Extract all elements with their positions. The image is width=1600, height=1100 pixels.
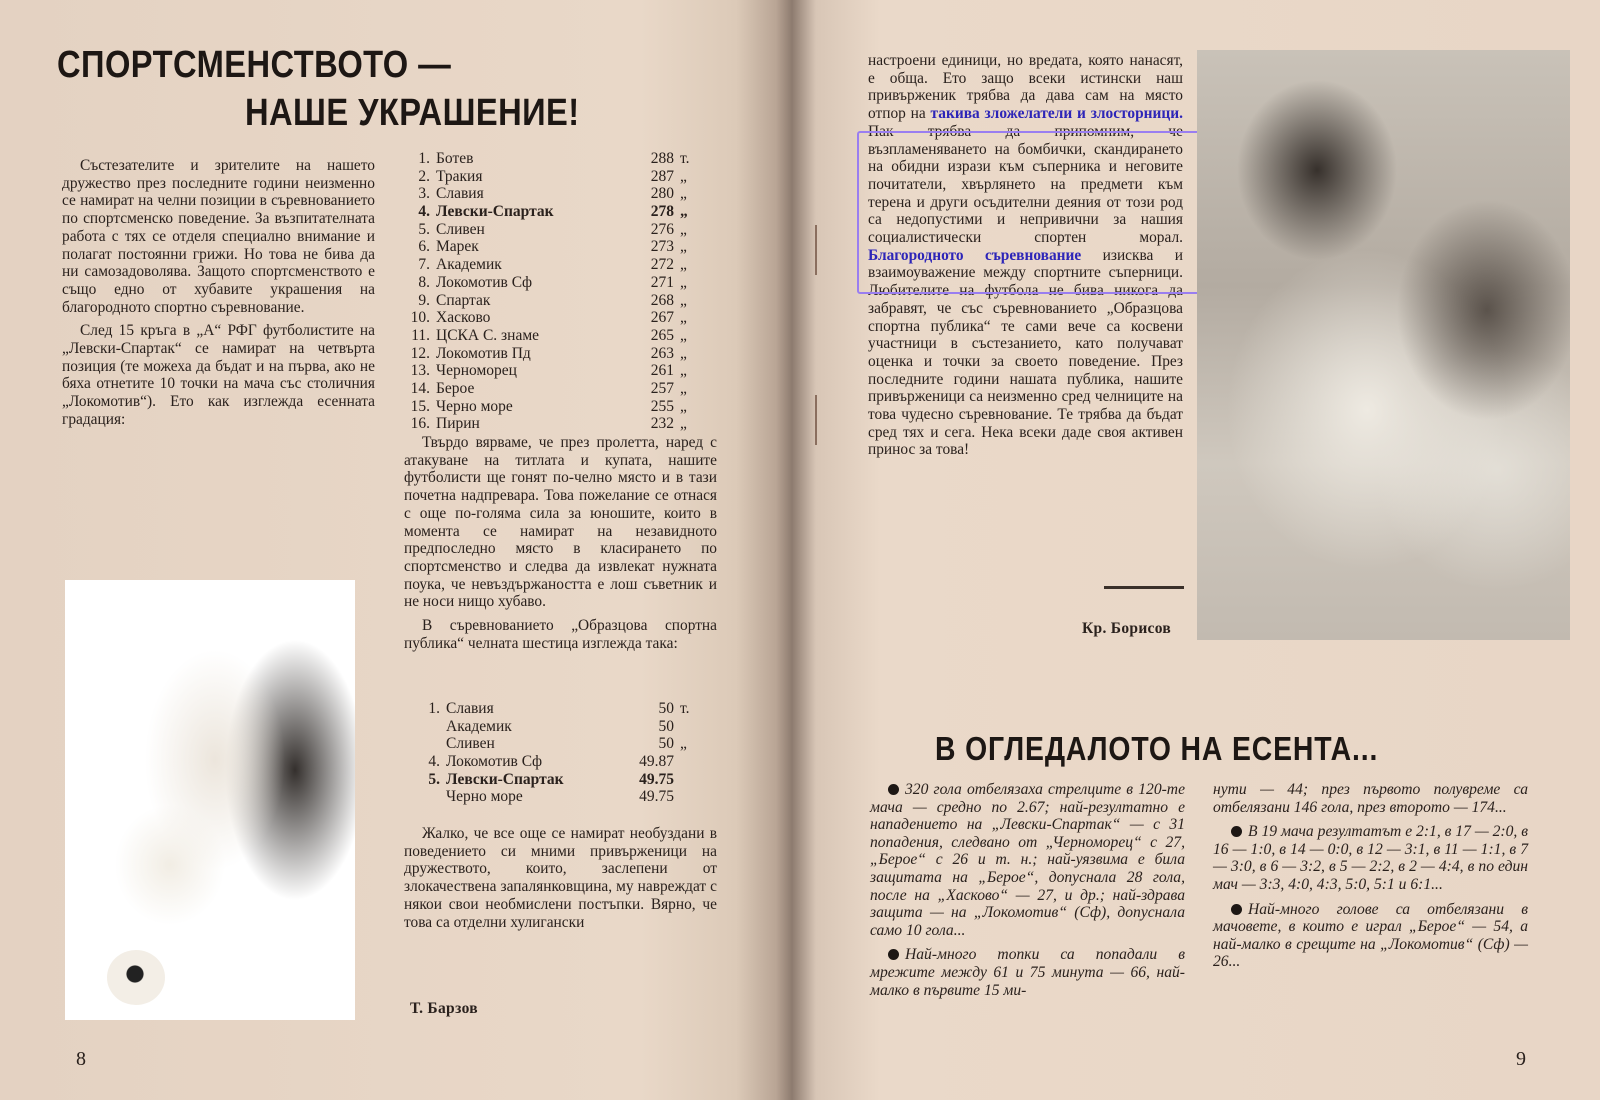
- left-column-2b: [404, 825, 717, 937]
- points-unit: [674, 788, 700, 806]
- points: 49.75: [639, 788, 674, 806]
- points-unit: „: [680, 273, 687, 291]
- rank-number: 2.: [418, 167, 430, 185]
- table-row: [410, 398, 700, 416]
- points-unit: „: [680, 735, 687, 753]
- team-name: Ботев: [436, 150, 474, 167]
- spring-hopes-paragraph: Твърдо вярваме, че през пролетта, наред с атакуване на титлата и купата, нашите футболисти ще гонят по-челно място и в тази почетна надпревара. Това пожелание се отнася с още по-голяма сила за юношите, които в момента се намират на незавидното предпоследно място в класирането по спортсменство и следва да извлекат нужната поука, че невъздържаността е лош съветник и не носи нищо хубаво.: [404, 434, 717, 611]
- points: 278: [650, 203, 674, 221]
- team-name: Черно море: [446, 788, 523, 806]
- binding-stitch: [815, 395, 817, 445]
- hooligans-paragraph: Жалко, че все още се намират необуздани в поведението си мними привърженици на дружеството, които, заслепени от злокачествена запалянковщина, му навреждат с някои свои необмислени постъпки. Вярно, че това са отделни хулигански: [404, 825, 717, 931]
- table-row: [410, 380, 700, 398]
- team-name: Берое: [436, 379, 475, 397]
- points: 271: [650, 273, 674, 291]
- points-unit: т.: [680, 150, 690, 167]
- page-number-left: 8: [76, 1048, 86, 1070]
- team-name: Академик: [446, 717, 512, 735]
- rank-number: 16.: [410, 415, 430, 433]
- rank-number: 3.: [418, 185, 430, 203]
- headline-line-1: СПОРТСМЕНСТВОТО —: [57, 44, 452, 86]
- points: 50: [658, 735, 674, 753]
- points-unit: „: [680, 167, 687, 185]
- team-name: Локомотив Пд: [436, 344, 531, 362]
- rank-number: [420, 788, 446, 806]
- points-unit: „: [680, 238, 687, 256]
- right-column-continuation: [868, 52, 1183, 465]
- public-ranking-table: [420, 700, 700, 806]
- rank-number: [420, 718, 446, 736]
- highlighted-phrase-1: такива зложелатели и злосторници.: [930, 105, 1183, 123]
- points: 273: [650, 238, 674, 256]
- rank-number: 12.: [410, 344, 430, 362]
- author-barzov: Т. Барзов: [410, 1000, 478, 1017]
- team-name: ЦСКА С. знаме: [436, 326, 540, 344]
- rank-number: 5.: [428, 770, 440, 788]
- team-name: Славия: [446, 700, 494, 717]
- headline-line-2: НАШЕ УКРАШЕНИЕ!: [245, 92, 580, 134]
- points-unit: „: [680, 326, 687, 344]
- points: 232: [650, 415, 674, 433]
- rank-number: 13.: [410, 362, 430, 380]
- rank-number: 10.: [410, 309, 430, 327]
- points-unit: [674, 718, 700, 736]
- table-row: [410, 168, 700, 186]
- bullet-icon: [1231, 826, 1242, 837]
- points: 49.75: [639, 770, 674, 788]
- table-row: [410, 327, 700, 345]
- rank-number: 1.: [418, 150, 430, 167]
- table-row: [420, 700, 700, 718]
- table-row: [420, 771, 700, 789]
- table-row: [410, 256, 700, 274]
- points: 50: [658, 700, 674, 717]
- scores-fact: В 19 мача резултатът е 2:1, в 17 — 2:0, в 16 — 1:0, в 14 — 0:0, в 12 — 3:1, в 11 — 1:1, в 7 — 3:0, в 6 — 3:2, в 5 — 2:2, в 2 — 4:4, в по един мач — 3:3, 4:0, 4:3, 5:0, 5:1 и 6:1...: [1213, 823, 1528, 893]
- team-name: Левски-Спартак: [446, 770, 564, 788]
- points-unit: „: [680, 291, 687, 309]
- left-column-1: [62, 157, 375, 435]
- rank-number: 14.: [410, 379, 430, 397]
- bullet-icon: [888, 949, 899, 960]
- table-row: [410, 292, 700, 310]
- table-row: [410, 274, 700, 292]
- team-name: Тракия: [436, 167, 483, 185]
- points-unit: „: [680, 256, 687, 274]
- team-name: Локомотив Сф: [436, 273, 533, 291]
- rank-number: 7.: [418, 256, 430, 274]
- team-name: Черно море: [436, 397, 513, 415]
- points: 49.87: [639, 753, 674, 771]
- public-competition-paragraph: В съревнованието „Образцова спортна публика“ челната шестица изглежда така:: [404, 617, 717, 652]
- table-row: [420, 788, 700, 806]
- rank-number: 6.: [418, 238, 430, 256]
- points: 288: [650, 150, 674, 167]
- table-row: [410, 362, 700, 380]
- bullet-icon: [888, 784, 899, 795]
- points: 287: [650, 167, 674, 185]
- table-row: [410, 185, 700, 203]
- section-title: В ОГЛЕДАЛОТО НА ЕСЕНТА...: [935, 730, 1379, 767]
- autumn-standings-table: [410, 150, 700, 433]
- points-unit: [674, 753, 700, 771]
- minutes-fact-end: нути — 44; през първото полувреме са отбелязани 146 гола, през второто — 174...: [1213, 781, 1528, 816]
- facts-column-2: [1213, 781, 1528, 978]
- points: 255: [650, 397, 674, 415]
- points: 257: [650, 379, 674, 397]
- rank-number: 15.: [410, 397, 430, 415]
- points-unit: т.: [680, 700, 690, 717]
- team-name: Сливен: [446, 735, 495, 753]
- points: 280: [650, 185, 674, 203]
- team-name: Марек: [436, 238, 479, 256]
- rank-number: 8.: [418, 273, 430, 291]
- table-row: [410, 415, 700, 433]
- points: 276: [650, 220, 674, 238]
- points-unit: „: [680, 344, 687, 362]
- points-unit: „: [680, 379, 687, 397]
- team-name: Академик: [436, 256, 502, 274]
- photo-players-duel: [65, 580, 355, 1020]
- team-name: Черноморец: [436, 362, 517, 380]
- team-name: Славия: [436, 185, 484, 203]
- rank-number: 4.: [428, 753, 440, 771]
- facts-column-1: [870, 781, 1185, 1006]
- table-row: [410, 221, 700, 239]
- intro-paragraph: Състезателите и зрителите на нашето дружество през последните години неизменно се намират на челни позиции в съревнованието по спортсменско поведение. За възпитателната работа с тях се отделя специално внимание и полагат постоянни грижи. Но това не бива да ни самозадоволява. Защото спортсменството е също едно от хубавите украшения на благородното спортно съревнование.: [62, 157, 375, 316]
- continuation-text-middle: Пак трябва да припомним, че възпламеняването на бомбички, скандирането на обидни изрази към съперника и неговите почитатели, хвърлянето на предмети към терена и други осъдителни деяния от този род са недопустими и непривични за нашия социалистически спортен морал.: [868, 122, 1183, 247]
- points-unit: „: [680, 203, 688, 221]
- continuation-text-end: изисква и взаимоуважение между спортните съперници. Любителите на футбола не бива никога да забравят, че със съревнованието „Образцова спортна публика“ те сами вече са косвени участници в състезанието, като получават оценка и точки за своето поведение. През последните години нашата публика, нашите привърженици са неизменно сред челниците на това чудесно съревнование. Те трябва да бъдат сред тях и сега. Нека всеки даде своя активен принос за това!: [868, 246, 1183, 459]
- photo-players-jumping: [1197, 50, 1570, 640]
- points: 263: [650, 344, 674, 362]
- table-row: [410, 150, 700, 168]
- binding-stitch: [815, 225, 817, 275]
- standings-intro-paragraph: След 15 кръга в „А“ РФГ футболистите на „Левски-Спартак“ се намират на четвърта позиция (те можеха да бъдат и на първа, ако не бяха отнетите 10 точки на мача със столичния „Локомотив“). Ето как изглежда есенната градация:: [62, 322, 375, 428]
- rank-number: 9.: [418, 291, 430, 309]
- table-row: [420, 735, 700, 753]
- minutes-fact-start: Най-много топки са попадали в мрежите между 61 и 75 минута — 66, най-малко в първите 15 ми-: [870, 946, 1185, 999]
- rank-number: 4.: [418, 203, 430, 221]
- table-row: [420, 753, 700, 771]
- points-unit: „: [680, 185, 687, 203]
- points-unit: „: [680, 220, 687, 238]
- points: 272: [650, 256, 674, 274]
- left-column-2: [404, 434, 717, 652]
- points-unit: [674, 771, 700, 789]
- points-unit: „: [680, 397, 687, 415]
- points: 268: [650, 291, 674, 309]
- points: 265: [650, 326, 674, 344]
- continuation-text: настроени единици, но вредата, която нанасят, е обща. Ето защо всеки истински наш привърженик трябва да дава сам на място отпор на: [868, 52, 1183, 123]
- rank-number: [420, 735, 446, 753]
- page-number-right: 9: [1516, 1048, 1526, 1070]
- team-name: Сливен: [436, 220, 485, 238]
- table-row: [420, 718, 700, 736]
- rank-number: 11.: [411, 326, 430, 344]
- team-name: Пирин: [436, 415, 480, 433]
- author-borisov: Кр. Борисов: [1082, 620, 1172, 637]
- points-unit: „: [680, 362, 687, 380]
- team-name: Левски-Спартак: [436, 203, 554, 221]
- points-unit: „: [680, 309, 687, 327]
- team-name: Локомотив Сф: [446, 753, 543, 771]
- most-goals-fact: Най-много голове са отбелязани в мачовете, в които е играл „Берое“ — 54, а най-малко в срещите на „Локомотив“ (Сф) — 26...: [1213, 900, 1528, 971]
- football: [107, 950, 165, 1005]
- points: 267: [650, 309, 674, 327]
- rank-number: 5.: [418, 220, 430, 238]
- bullet-icon: [1231, 904, 1242, 915]
- rank-number: 1.: [428, 700, 440, 717]
- points: 50: [658, 717, 674, 735]
- table-row: [410, 238, 700, 256]
- points-unit: „: [680, 415, 687, 433]
- goals-fact: 320 гола отбелязаха стрелците в 120-те мача — средно по 2.67; най-резултатно е нападението на „Левски-Спартак“ — с 31 попадения, следвано от „Черноморец“ с 27, „Берое“ с 26 и т. н.; най-уязвима е била защитата на „Берое“, допуснала 28 гола, после на „Хасково“ — 27, и др.; най-здрава защита — на „Локомотив“ (Сф), допуснала само 10 гола...: [870, 781, 1185, 939]
- divider-rule: [1104, 586, 1184, 589]
- team-name: Спартак: [436, 291, 491, 309]
- table-row: [410, 203, 700, 221]
- team-name: Хасково: [436, 309, 491, 327]
- points: 261: [650, 362, 674, 380]
- table-row: [410, 309, 700, 327]
- table-row: [410, 345, 700, 363]
- highlighted-phrase-2: Благородното съревнование: [868, 246, 1082, 264]
